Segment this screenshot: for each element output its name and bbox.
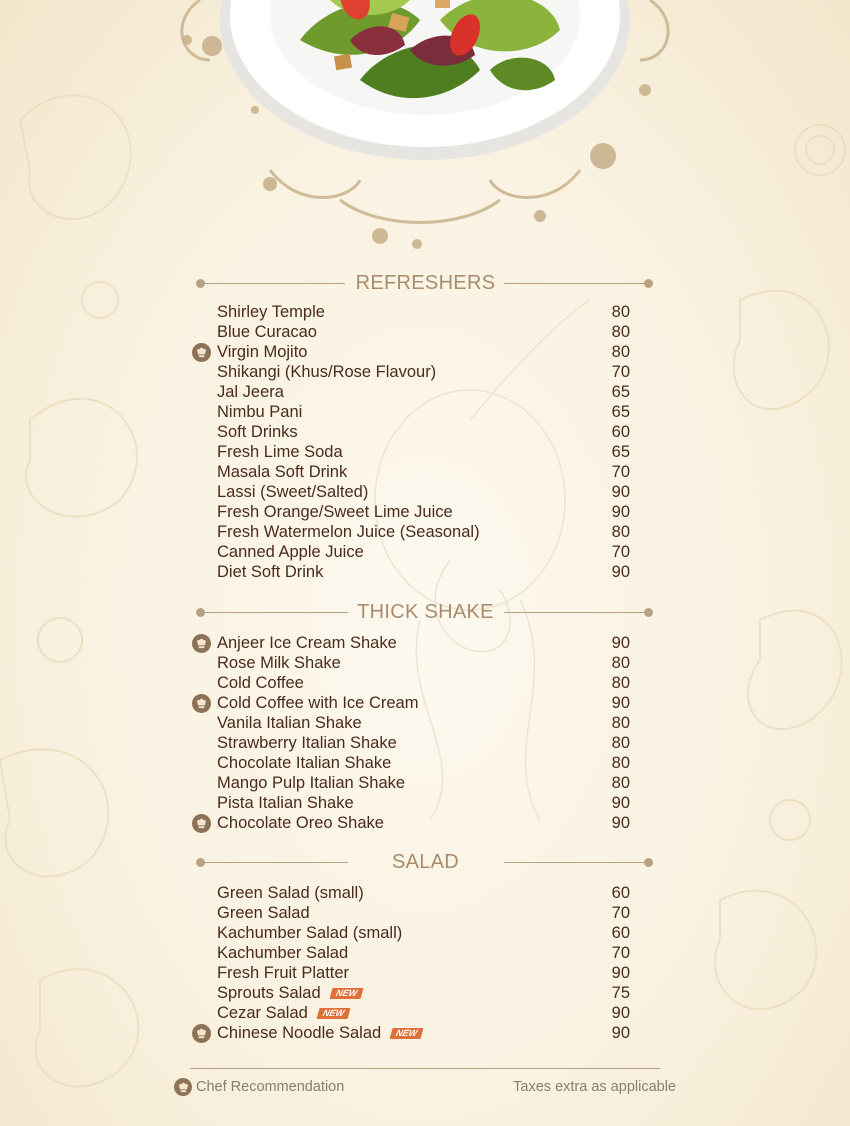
- menu-item: [217, 442, 630, 462]
- menu-item-name: [217, 693, 418, 713]
- menu-item-label: Fresh Orange/Sweet Lime Juice: [217, 503, 453, 521]
- menu-item-name: [217, 382, 284, 402]
- menu-item-name: [217, 773, 405, 793]
- menu-item-name: [217, 342, 307, 362]
- chef-hat-icon: [174, 1078, 192, 1096]
- section-header: [198, 852, 653, 872]
- menu-item-price: 90: [611, 563, 630, 581]
- menu-item: [217, 1003, 630, 1023]
- menu-item: [217, 653, 630, 673]
- menu-item-name: [217, 522, 480, 542]
- menu-item-price: 80: [611, 303, 630, 321]
- divider-line: [504, 612, 653, 613]
- menu-item-label: Shikangi (Khus/Rose Flavour): [217, 363, 437, 381]
- divider-dot: [644, 279, 653, 288]
- menu-item-label: Cold Coffee: [217, 674, 304, 692]
- menu-item-price: 60: [611, 924, 630, 942]
- footer-chef-legend: [174, 1078, 344, 1096]
- section-title: REFRESHERS: [355, 272, 496, 294]
- menu-item-price: 90: [611, 1024, 630, 1042]
- menu-item: [217, 883, 630, 903]
- menu-item: [217, 713, 630, 733]
- menu-item-label: Fresh Watermelon Juice (Seasonal): [217, 523, 480, 541]
- new-badge: NEW: [390, 1028, 424, 1039]
- menu-item-name: [217, 462, 347, 482]
- menu-item-price: 80: [611, 674, 630, 692]
- menu-item: [217, 302, 630, 322]
- menu-item: [217, 733, 630, 753]
- menu-item-name: [217, 302, 325, 322]
- menu-item-price: 75: [611, 984, 630, 1002]
- menu-item-label: Anjeer Ice Cream Shake: [217, 634, 397, 652]
- menu-item: [217, 362, 630, 382]
- chef-hat-icon: [192, 343, 211, 362]
- menu-item-name: [217, 923, 402, 943]
- menu-item-label: Chinese Noodle Salad: [217, 1024, 382, 1042]
- menu-item-label: Vanila Italian Shake: [217, 714, 362, 732]
- menu-item-label: Nimbu Pani: [217, 403, 303, 421]
- menu-item: [217, 402, 630, 422]
- menu-item-name: [217, 633, 397, 653]
- menu-item-price: 80: [611, 323, 630, 341]
- menu-item-price: 90: [611, 814, 630, 832]
- section-header: [198, 273, 653, 293]
- menu-item-label: Chocolate Oreo Shake: [217, 814, 384, 832]
- menu-item: [217, 753, 630, 773]
- divider-dot: [644, 608, 653, 617]
- menu-item-name: [217, 983, 362, 1003]
- menu-item-name: [217, 733, 397, 753]
- menu-item: [217, 522, 630, 542]
- divider-line: [504, 283, 653, 284]
- menu-item-price: 80: [611, 774, 630, 792]
- new-badge: NEW: [329, 988, 363, 999]
- menu-item: [217, 943, 630, 963]
- menu-item-name: [217, 793, 354, 813]
- menu-item-name: [217, 943, 348, 963]
- menu-item-name: [217, 442, 343, 462]
- menu-item-name: [217, 362, 436, 382]
- menu-item: [217, 793, 630, 813]
- menu-item-label: Cezar Salad: [217, 1004, 308, 1022]
- menu-item: [217, 923, 630, 943]
- menu-item-price: 90: [611, 634, 630, 652]
- menu-item-name: [217, 1023, 422, 1043]
- menu-item-label: Green Salad (small): [217, 884, 364, 902]
- menu-item-name: [217, 673, 304, 693]
- menu-item-name: [217, 1003, 349, 1023]
- menu-item-name: [217, 903, 310, 923]
- menu-item-price: 80: [611, 654, 630, 672]
- menu-item: [217, 322, 630, 342]
- menu-item: [217, 693, 630, 713]
- menu-item-price: 90: [611, 964, 630, 982]
- menu-item-price: 65: [611, 443, 630, 461]
- menu-item-price: 90: [611, 1004, 630, 1022]
- menu-item: [217, 983, 630, 1003]
- section-title: THICK SHAKE: [357, 601, 494, 623]
- menu-item-price: 90: [611, 694, 630, 712]
- menu-item-label: Mango Pulp Italian Shake: [217, 774, 406, 792]
- footer-divider: [190, 1068, 660, 1069]
- menu-item-label: Sprouts Salad: [217, 984, 321, 1002]
- menu-item-name: [217, 713, 362, 733]
- menu-item-price: 70: [611, 904, 630, 922]
- menu-item-label: Lassi (Sweet/Salted): [217, 483, 369, 501]
- menu-item: [217, 422, 630, 442]
- divider-line: [504, 862, 653, 863]
- menu-item: [217, 342, 630, 362]
- menu-item-name: [217, 653, 341, 673]
- menu-item-price: 90: [611, 794, 630, 812]
- menu-item-label: Jal Jeera: [217, 383, 284, 401]
- menu-item-price: 80: [611, 523, 630, 541]
- menu-item-label: Fresh Fruit Platter: [217, 964, 350, 982]
- menu-item-price: 70: [611, 543, 630, 561]
- menu-item-label: Cold Coffee with Ice Cream: [217, 694, 419, 712]
- menu-item: [217, 562, 630, 582]
- menu-item-name: [217, 753, 391, 773]
- menu-item-price: 70: [611, 944, 630, 962]
- new-badge: NEW: [316, 1008, 350, 1019]
- menu-item-label: Kachumber Salad (small): [217, 924, 403, 942]
- menu-item-name: [217, 502, 453, 522]
- menu-item-name: [217, 562, 323, 582]
- menu-item-label: Canned Apple Juice: [217, 543, 364, 561]
- menu-item-price: 80: [611, 343, 630, 361]
- menu-item-label: Blue Curacao: [217, 323, 317, 341]
- menu-item-price: 90: [611, 503, 630, 521]
- taxes-note: Taxes extra as applicable: [513, 1079, 676, 1095]
- chef-hat-icon: [192, 634, 211, 653]
- menu-item: [217, 482, 630, 502]
- chef-recommendation-label: Chef Recommendation: [196, 1079, 345, 1095]
- menu-item: [217, 773, 630, 793]
- menu-item-label: Shirley Temple: [217, 303, 325, 321]
- divider-dot: [644, 858, 653, 867]
- menu-item: [217, 963, 630, 983]
- menu-item: [217, 542, 630, 562]
- menu-item-name: [217, 542, 364, 562]
- menu-item: [217, 1023, 630, 1043]
- menu-item-label: Strawberry Italian Shake: [217, 734, 397, 752]
- menu-item-price: 80: [611, 714, 630, 732]
- menu-item-label: Masala Soft Drink: [217, 463, 348, 481]
- menu-item: [217, 903, 630, 923]
- menu-item-label: Soft Drinks: [217, 423, 298, 441]
- menu-item: [217, 633, 630, 653]
- menu-item-price: 70: [611, 363, 630, 381]
- menu-item-label: Kachumber Salad: [217, 944, 349, 962]
- menu-item: [217, 382, 630, 402]
- menu-item-price: 80: [611, 734, 630, 752]
- menu-item: [217, 502, 630, 522]
- chef-hat-icon: [192, 694, 211, 713]
- menu-item-label: Pista Italian Shake: [217, 794, 354, 812]
- menu-item-label: Green Salad: [217, 904, 310, 922]
- menu-item-label: Diet Soft Drink: [217, 563, 324, 581]
- menu-item-name: [217, 482, 368, 502]
- menu-item-price: 90: [611, 483, 630, 501]
- menu-item-price: 70: [611, 463, 630, 481]
- menu-item-price: 60: [611, 884, 630, 902]
- chef-hat-icon: [192, 814, 211, 833]
- menu-item: [217, 813, 630, 833]
- chef-hat-icon: [192, 1024, 211, 1043]
- menu-item-price: 80: [611, 754, 630, 772]
- menu-item-label: Chocolate Italian Shake: [217, 754, 392, 772]
- menu-item-name: [217, 322, 317, 342]
- menu-item-price: 65: [611, 403, 630, 421]
- salad-plate-image: [160, 0, 690, 260]
- menu-item-name: [217, 402, 302, 422]
- menu-item-name: [217, 813, 384, 833]
- menu-item-price: 60: [611, 423, 630, 441]
- menu-item-price: 65: [611, 383, 630, 401]
- menu-item-name: [217, 883, 364, 903]
- section-header: [198, 602, 653, 622]
- menu-item: [217, 673, 630, 693]
- menu-item-label: Rose Milk Shake: [217, 654, 341, 672]
- menu-item-name: [217, 422, 298, 442]
- menu-item-name: [217, 963, 349, 983]
- menu-item-label: Virgin Mojito: [217, 343, 308, 361]
- menu-item-label: Fresh Lime Soda: [217, 443, 343, 461]
- section-title: SALAD: [391, 851, 460, 873]
- menu-item: [217, 462, 630, 482]
